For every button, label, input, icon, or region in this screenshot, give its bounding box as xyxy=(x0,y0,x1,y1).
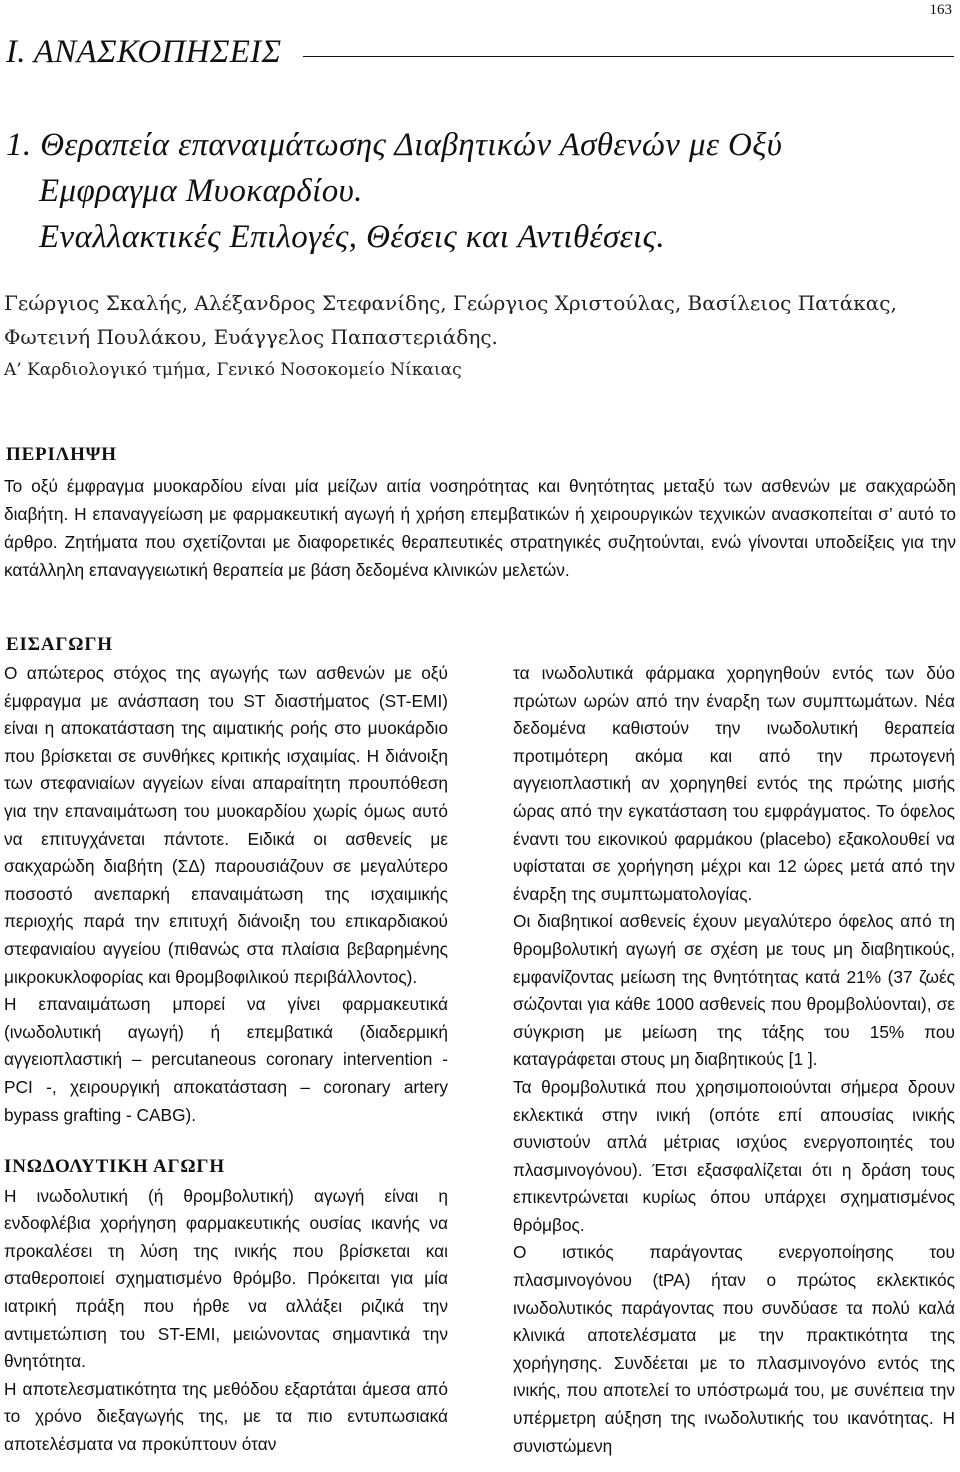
thrombolysis-paragraph-1: Η ινωδολυτική (ή θρομβολυτική) αγωγή είναι η ενδοφλέβια χορήγηση φαρμακευτικής ουσίας ικανής να προκαλέσει τη λύση της ινικής που βρίσκεται και σταθεροποιεί σχηματισμένο θρόμβο. Πρόκειται για μία ιατρική πράξη που ήρθε να αλλάξει ριζικά την αντιμετώπιση του ST-EMI, μειώνοντας σημαντικά την θνητότητα. xyxy=(4,1185,448,1372)
abstract-text: Το οξύ έμφραγμα μυοκαρδίου είναι μία μείζων αιτία νοσηρότητας και θνητότητας μεταξύ των ασθενών με σακχαρώδη διαβήτη. Η επαναγγείωση με φαρμακευτική αγωγή ή χρήση επεμβατικών ή χειρουργικών τεχνικών ανασκοπείται σ’ αυτό το άρθρο. Ζητήματα που σχετίζονται με διαφορετικές θεραπευτικές στρατηγικές συζητούνται, ενώ γίνονται υποδείξεις για την κατάλληλη επαναγγειωτική θεραπεία με βάση δεδομένα κλινικών μελετών. xyxy=(4,476,956,580)
page-number: 163 xyxy=(929,2,952,18)
intro-heading: ΕΙΣΑΓΩΓΗ xyxy=(6,634,113,655)
intro-paragraph-1: Ο απώτερος στόχος της αγωγής των ασθενών με οξύ έμφραγμα με ανάσπαση του ST διαστήματος (ST-EMI) είναι η αποκατάσταση της αιματικής ροής στο μυοκάρδιο που βρίσκεται σε συνθήκες κριτικής ισχαιμίας. Η διάνοιξη των στεφανιαίων αγγείων είναι απαραίτητη προυπόθεση για την επαναιμάτωση του μυοκαρδίου χωρίς όμως αυτό να επιτυγχάνεται πάντοτε. Ειδικά οι ασθενείς με σακχαρώδη διαβήτη (ΣΔ) παρουσιάζουν σε μεγαλύτερο ποσοστό ανεπαρκή επαναιμάτωση της ισχαιμικής περιοχής παρά την επιτυχή διάνοιξη του επικαρδιακού στεφανιαίου αγγείου (πιθανώς στα πλαίσια βεβαρημένης μικροκυκλοφορίας και θρομβοφιλικού περιβάλλοντος). xyxy=(4,663,448,987)
right-paragraph-3: Τα θρομβολυτικά που χρησιμοποιούνται σήμερα δρουν εκλεκτικά στην ινική (οπότε επί απουσίας ινικής συνιστούν απλά μέτριας ισχύος ενεργοποιητές του πλασμινογόνου). Έτσι εξασφαλίζεται ότι η δράση τους επικεντρώνεται κυρίως όπου υπάρχει σχηματισμένος θρόμβος. xyxy=(513,1076,955,1235)
article-title-line-2: Εμφραγμα Μυοκαρδίου. xyxy=(39,173,363,209)
section-rule xyxy=(303,56,954,57)
abstract-heading: ΠΕΡΙΛΗΨΗ xyxy=(6,444,117,465)
right-paragraph-1: τα ινωδολυτικά φάρμακα χορηγηθούν εντός των δύο πρώτων ωρών από την έναρξη των συμπτωμάτων. Νέα δεδομένα καθιστούν την ινωδολυτική θεραπεία προτιμότερη ακόμα και από την πρωτογενή αγγειοπλαστική αν χορηγηθεί εντός της πρώτης μισής ώρας από την εγκατάσταση του εμφράγματος. Το όφελος έναντι του εικονικού φαρμάκου (placebo) εξακολουθεί να υφίσταται σε χορήγηση μέχρι και 12 ώρες μετά από την έναρξη της συμπτωματολογίας. xyxy=(513,663,955,904)
affiliation: Α’ Καρδιολογικό τμήμα, Γενικό Νοσοκομείο Νίκαιας xyxy=(4,360,462,380)
left-column xyxy=(4,660,448,1459)
right-column xyxy=(513,660,955,1460)
article-title-line-1: 1. Θεραπεία επαναιμάτωσης Διαβητικών Ασθενών με Οξύ xyxy=(6,127,783,163)
intro-paragraph-2: Η επαναιμάτωση μπορεί να γίνει φαρμακευτικά (ινωδολυτική αγωγή) ή επεμβατικά (διαδερμική αγγειοπλαστική – percutaneous coronary intervention - PCI -, χειρουργική αποκατάσταση – coronary artery bypass grafting - CABG). xyxy=(4,994,448,1125)
thrombolysis-heading: ΙΝΩΔΟΛΥΤΙΚΗ ΑΓΩΓΗ xyxy=(4,1156,225,1178)
section-title: Ι. ΑΝΑΣΚΟΠΗΣΕΙΣ xyxy=(6,34,282,70)
authors: Γεώργιος Σκαλής, Αλέξανδρος Στεφανίδης, Γεώργιος Χριστούλας, Βασίλειος Πατάκας, Φωτεινή Πουλάκου, Ευάγγελος Παπαστεριάδης. xyxy=(4,291,897,349)
thrombolysis-paragraph-2: Η αποτελεσματικότητα της μεθόδου εξαρτάται άμεσα από το χρόνο διεξαγωγής της, με τα πιο εντυπωσιακά αποτελέσματα να προκύπτουν όταν xyxy=(4,1378,448,1455)
right-paragraph-4: Ο ιστικός παράγοντας ενεργοποίησης του πλασμινογόνου (tPA) ήταν ο πρώτος εκλεκτικός ινωδολυτικός παράγοντας που συνδύασε τα πολύ καλά κλινικά αποτελέσματα με την πρακτικότητα της χορήγησης. Συνδέεται με το πλασμινογόνο εντός της ινικής, που αποτελεί το υπόστρωμά του, με συνέπεια την υπέρμετρη αύξηση της ινωδολυτικής του ικανότητας. Η συνιστώμενη xyxy=(513,1242,955,1456)
section-header xyxy=(6,34,954,71)
right-paragraph-2: Οι διαβητικοί ασθενείς έχουν μεγαλύτερο όφελος από τη θρομβολυτική αγωγή σε σχέση με τους μη διαβητικούς, εμφανίζοντας μείωση της θνητότητας κατά 21% (37 ζωές σώζονται για κάθε 1000 ασθενείς που θρομβολύονται), σε σύγκριση με μείωση της τάξης του 15% που καταγράφεται στους μη διαβητικούς [1 ]. xyxy=(513,911,955,1070)
article-title xyxy=(6,122,954,260)
article-title-line-3: Εναλλακτικές Επιλογές, Θέσεις και Αντιθέσεις. xyxy=(39,219,666,255)
